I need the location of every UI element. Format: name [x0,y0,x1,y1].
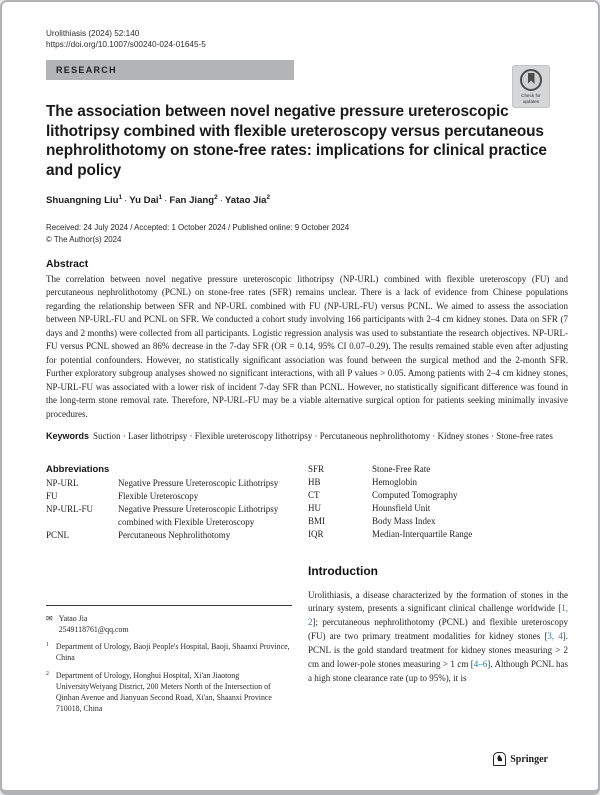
author-name: Shuangning Liu$^1$ [46,193,123,207]
affiliation-text: Department of Urology, Baoji People's Hospital, Baoji, Shaanxi Province, China [55,642,290,663]
abbreviation-row [308,528,568,541]
abbreviation-term: HB [308,476,321,487]
abbreviation-term: NP-URL [46,477,79,488]
abbreviation-definition: Body Mass Index [372,515,436,526]
check-for-updates-badge[interactable] [512,65,550,108]
author-separator: · [164,195,168,207]
footnotes [46,605,292,715]
publisher-mark [493,752,548,766]
abbreviations-list-left [46,477,292,542]
author-name: Fan Jiang$^2$ [169,193,218,207]
affiliations-list [46,641,292,714]
envelope-icon: ✉ [46,613,53,623]
page-title: The association between novel negative pressure ureteroscopic lithotripsy combined with flexible ureteroscopy versus percutaneous nephrolithotomy on stone-free rates: implications for clinical practice and policy [46,102,547,180]
article-type-banner: RESEARCH [46,60,294,80]
affiliation-number: 1 [46,642,49,649]
citation-link[interactable]: 3, 4 [547,631,563,642]
author-affiliation-ref: 2 [266,193,271,201]
received-line: Received: 24 July 2024 / Accepted: 1 October 2024 / Published online: 9 October 2024 [46,223,350,233]
crossmark-icon [520,69,542,91]
abbreviation-term: IQR [308,528,324,539]
author-affiliation-ref: 1 [118,193,123,201]
abbreviation-row [46,529,292,542]
abbreviation-row [46,503,292,529]
abbreviation-term: PCNL [46,529,70,540]
abbreviation-row [46,477,292,490]
abbreviation-row [308,489,568,502]
abbreviation-term: NP-URL-FU [46,503,94,514]
keywords-items: Suction · Laser lithotripsy · Flexible ureteroscopy lithotripsy · Percutaneous nephrolithotomy · Kidney stones · Stone-free rates [93,431,553,442]
abbreviation-term: CT [308,489,320,500]
keywords-label: Keywords [46,431,90,442]
affiliation-row [46,641,292,663]
correspondence-block [46,613,292,635]
abbreviation-definition: Flexible Ureteroscopy [118,490,199,501]
check-for-updates-label: Check for updates [521,93,541,104]
abstract-text: The correlation between novel negative pressure ureteroscopic lithotripsy (NP-URL) combined with flexible ureteroscopy (FU) and percutaneous nephrolithotomy (PCNL) on stone-free rates (SFR) remains unclear. There is a lack of evidence from Chinese populations regarding the relationship between SFR and NP-URL combined with FU (NP-URL-FU) versus PCNL. We aimed to assess the association between NP-URL-FU and PCNL on SFR. We conducted a cohort study involving 166 participants with 2–4 cm kidney stones. Data on SFR (7 days and 2 months) were collected from all participants. Logistic regression analysis was used to substantiate the research objectives. NP-URL-FU versus PCNL showed an 86% decrease in the 7-day SFR (OR = 0.14, 95% CI 0.07–0.29). The results remained stable even after adjusting for potential confounders. However, no statistically significant association was found between the surgical method and the 2-month SFR. Further exploratory subgroup analyses showed no significant interactions, with all P values > 0.05. Among patients with 2–4 cm kidney stones, NP-URL-FU was associated with a lower risk of incident 7-day SFR than PCNL. However, no statistically significant difference was found in the long-term stone removal rate. Therefore, NP-URL-FU may be a viable alternative surgical option for patients seeking minimally invasive procedures. [46,273,568,419]
author-affiliation-ref: 2 [214,193,218,201]
abstract-heading: Abstract [46,258,89,270]
article-history [46,222,568,247]
journal-citation: Urolithiasis (2024) 52:140 [46,29,140,38]
journal-header [46,28,568,51]
abbreviation-definition: Hounsfield Unit [372,502,431,513]
abbreviation-definition: Stone-Free Rate [372,463,431,474]
springer-logo-icon: ♞ [493,752,506,766]
abbreviation-row [308,476,568,489]
author-name: Yatao Jia$^2$ [224,193,271,207]
abbreviation-term: SFR [308,463,325,474]
citation-link[interactable]: 4–6 [473,659,488,670]
author-affiliation-ref: 1 [158,193,163,201]
abbreviation-term: HU [308,502,321,513]
abbreviation-row [308,515,568,528]
affiliation-text: Department of Urology, Honghui Hospital, Xi'an Jiaotong UniversityWeiyang District, 200 Meters North of the Intersection of Qinhan Avenue and Jianyuan Second Road, Xi'an, Shaanxi Province 710018, China [55,670,272,714]
affiliation-number: 2 [46,670,49,677]
keywords-line [46,430,568,444]
author-name: Yu Dai$^1$ [129,193,163,207]
right-column [308,463,568,715]
abbreviation-term: BMI [308,515,326,526]
abbreviation-term: FU [46,490,58,501]
correspondence-text [59,613,129,635]
introduction-text: Urolithiasis, a disease characterized by the formation of stones in the urinary system, presents a significant clinical challenge worldwide [1, 2]; percutaneous nephrolithotomy (PCNL) and flexible ureteroscopy (FU) are two primary treatment modalities for kidney stones [3, 4]. PCNL is the gold standard treatment for kidney stones measuring > 2 cm and lower-pole stones measuring > 1 cm [4–6]. Although PCNL has a high stone clearance rate (up to 95%), it is [308,589,569,684]
corresponding-author-name: Yatao Jia [58,613,88,623]
left-column [46,463,292,715]
abbreviation-definition: Hemoglobin [372,476,417,487]
abbreviation-definition: Median-Interquartile Range [372,528,473,539]
abbreviation-definition: Percutaneous Nephrolithotomy [118,529,231,540]
corresponding-author-email[interactable]: 2549118761@qq.com [58,625,129,634]
affiliation-row [46,670,292,715]
publisher-name: Springer [510,753,548,765]
doi-link[interactable]: https://doi.org/10.1007/s00240-024-01645-5 [46,40,206,50]
copyright-line: © The Author(s) 2024 [46,235,122,245]
author-separator: · [219,195,223,207]
abbreviation-row [308,502,568,515]
two-column-section [46,463,568,715]
introduction-heading: Introduction [308,563,378,578]
abbreviation-definition: Computed Tomography [372,489,458,500]
abbreviation-definition: Negative Pressure Ureteroscopic Lithotripsy combined with Flexible Ureteroscopy [118,503,279,527]
abbreviation-definition: Negative Pressure Ureteroscopic Lithotripsy [118,477,279,488]
author-list [46,194,568,206]
bookmark-icon [528,73,535,84]
citation-link[interactable]: 1, 2 [308,603,568,628]
author-separator: · [124,195,128,207]
abbreviations-list-right [308,463,568,541]
abbreviation-row [46,490,292,503]
abbreviations-heading: Abbreviations [46,463,110,475]
abbreviation-row [308,463,568,476]
